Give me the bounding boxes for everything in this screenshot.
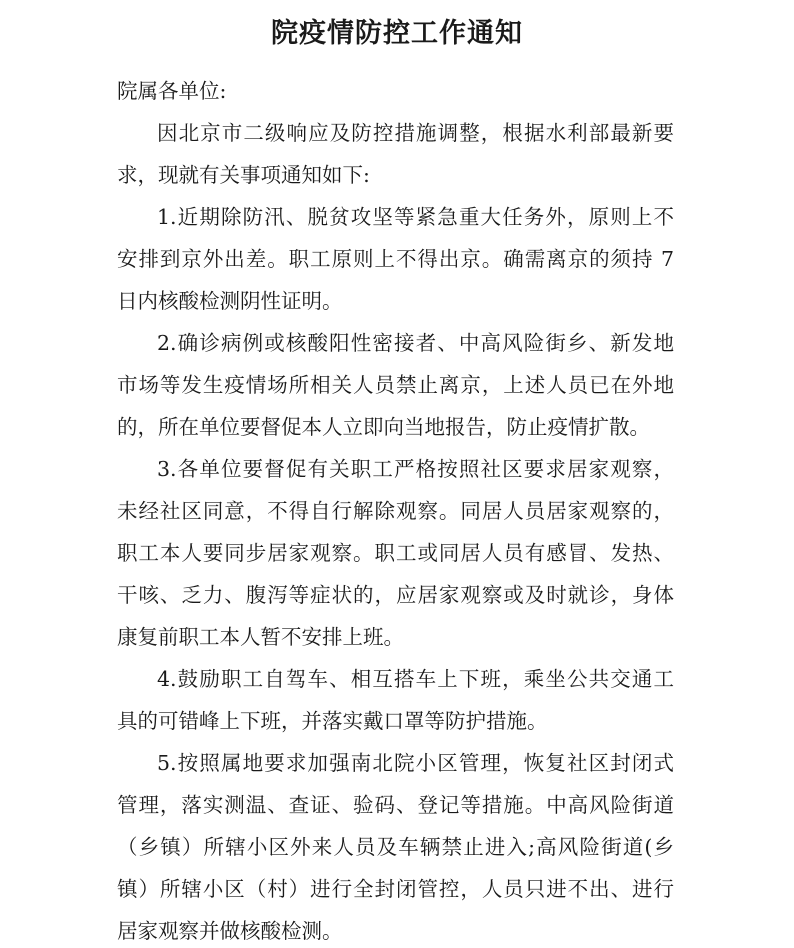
text-line: 3.各单位要督促有关职工严格按照社区要求居家观察， bbox=[157, 457, 674, 481]
text-line: （乡镇）所辖小区外来人员及车辆禁止进入;高风险街道(乡 bbox=[117, 835, 674, 859]
text-line: 管理，落实测温、查证、验码、登记等措施。中高风险街道 bbox=[117, 793, 674, 817]
text-line: 院属各单位: bbox=[117, 79, 227, 103]
text-line: 安排到京外出差。职工原则上不得出京。确需离京的须持 7 bbox=[117, 247, 674, 271]
text-line: 1.近期除防汛、脱贫攻坚等紧急重大任务外，原则上不 bbox=[157, 205, 674, 229]
text-line: 4.鼓励职工自驾车、相互搭车上下班，乘坐公共交通工 bbox=[157, 667, 674, 691]
text-line: 镇）所辖小区（村）进行全封闭管控，人员只进不出、进行 bbox=[117, 877, 674, 901]
notice-title: 院疫情防控工作通知 bbox=[271, 18, 523, 49]
text-line: 的，所在单位要督促本人立即向当地报告，防止疫情扩散。 bbox=[117, 415, 650, 439]
text-line: 康复前职工本人暂不安排上班。 bbox=[117, 625, 404, 649]
text-line: 干咳、乏力、腹泻等症状的，应居家观察或及时就诊，身体 bbox=[117, 583, 674, 607]
text-line: 日内核酸检测阴性证明。 bbox=[117, 289, 343, 313]
text-line: 求，现就有关事项通知如下: bbox=[117, 163, 370, 187]
text-line: 居家观察并做核酸检测。 bbox=[117, 919, 343, 943]
text-line: 具的可错峰上下班，并落实戴口罩等防护措施。 bbox=[117, 709, 548, 733]
text-line: 市场等发生疫情场所相关人员禁止离京，上述人员已在外地 bbox=[117, 373, 674, 397]
text-line: 职工本人要同步居家观察。职工或同居人员有感冒、发热、 bbox=[117, 541, 674, 565]
text-line: 因北京市二级响应及防控措施调整，根据水利部最新要 bbox=[157, 121, 674, 145]
text-line: 2.确诊病例或核酸阳性密接者、中高风险街乡、新发地 bbox=[157, 331, 674, 355]
text-line: 未经社区同意，不得自行解除观察。同居人员居家观察的， bbox=[117, 499, 674, 523]
text-line: 5.按照属地要求加强南北院小区管理，恢复社区封闭式 bbox=[157, 751, 674, 775]
